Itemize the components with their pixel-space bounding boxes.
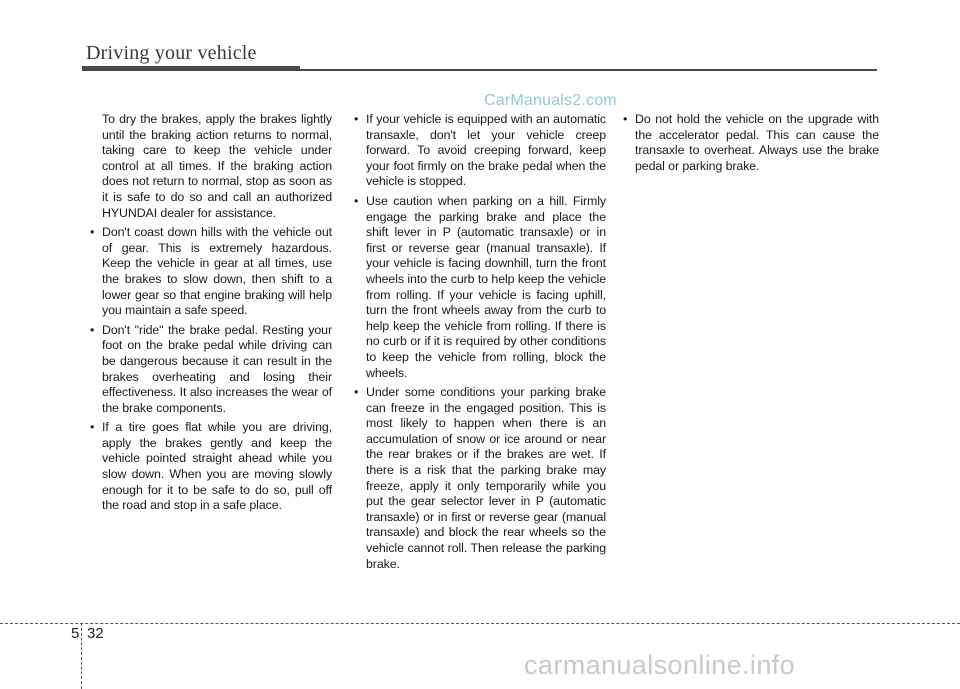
bullet-brake-freeze: • Under some conditions your parking brake can freeze in the engaged position. This is most likely to happen when there is an accumulation of snow or ice around or near the rear brakes or if the brakes are wet. If there is a risk that the parking brake may freeze, apply it only temporarily while you put the gear selector lever in P (automatic transaxle) or in first or reverse gear (manual transaxle) and block the rear wheels so the vehicle cannot roll. Then release the parking brake. <box>354 385 606 572</box>
column-middle <box>354 112 606 576</box>
bullet-upgrade-hold: • Do not hold the vehicle on the upgrade with the accelerator pedal. This can cause the transaxle to overheat. Always use the brake pedal or parking brake. <box>623 112 879 174</box>
column-left <box>90 112 332 518</box>
watermark-top: CarManuals2.com <box>484 92 617 109</box>
bullet-creep-forward: • If your vehicle is equipped with an automatic transaxle, don't let your vehicle creep forward. To avoid creeping forward, keep your foot firmly on the brake pedal when the vehicle is stopped. <box>354 112 606 190</box>
bullet-flat-tire: • If a tire goes flat while you are driving, apply the brakes gently and keep the vehicle pointed straight ahead while you slow down. When you are moving slowly enough for it to be safe to do so, pull off the road and stop in a safe place. <box>90 420 332 514</box>
bullet-coast-down: • Don't coast down hills with the vehicle out of gear. This is extremely hazardous. Keep the vehicle in gear at all times, use the brakes to slow down, then shift to a lower gear so that engine braking will help you maintain a safe speed. <box>90 225 332 319</box>
page-number: 32 <box>87 625 104 642</box>
bullet-parking-hill: • Use caution when parking on a hill. Firmly engage the parking brake and place the shift lever in P (automatic transaxle) or in first or reverse gear (manual transaxle). If your vehicle is facing downhill, turn the front wheels into the curb to help keep the vehicle from rolling. If your vehicle is facing uphill, turn the front wheels away from the curb to help keep the vehicle from rolling. If there is no curb or if it is required by other conditions to keep the vehicle from rolling, block the wheels. <box>354 194 606 381</box>
watermark-bottom: carmanualsonline.info <box>524 650 796 680</box>
footer-divider <box>0 623 960 624</box>
intro-paragraph: To dry the brakes, apply the brakes lightly until the braking action returns to normal, taking care to keep the vehicle under control at all times. If the braking action does not return to normal, stop as soon as it is safe to do so and call an authorized HYUNDAI dealer for assistance. <box>102 112 332 220</box>
column-right <box>623 112 879 178</box>
header-rule-thin <box>300 69 877 71</box>
header-rule-thick <box>82 66 300 71</box>
page-header-title: Driving your vehicle <box>86 42 257 64</box>
footer-vertical-divider <box>81 623 82 689</box>
bullet-ride-brake: • Don't "ride" the brake pedal. Resting your foot on the brake pedal while driving can be dangerous because it can result in the brakes overheating and losing their effectiveness. It also increases the wear of the brake components. <box>90 323 332 417</box>
chapter-number: 5 <box>71 625 80 642</box>
